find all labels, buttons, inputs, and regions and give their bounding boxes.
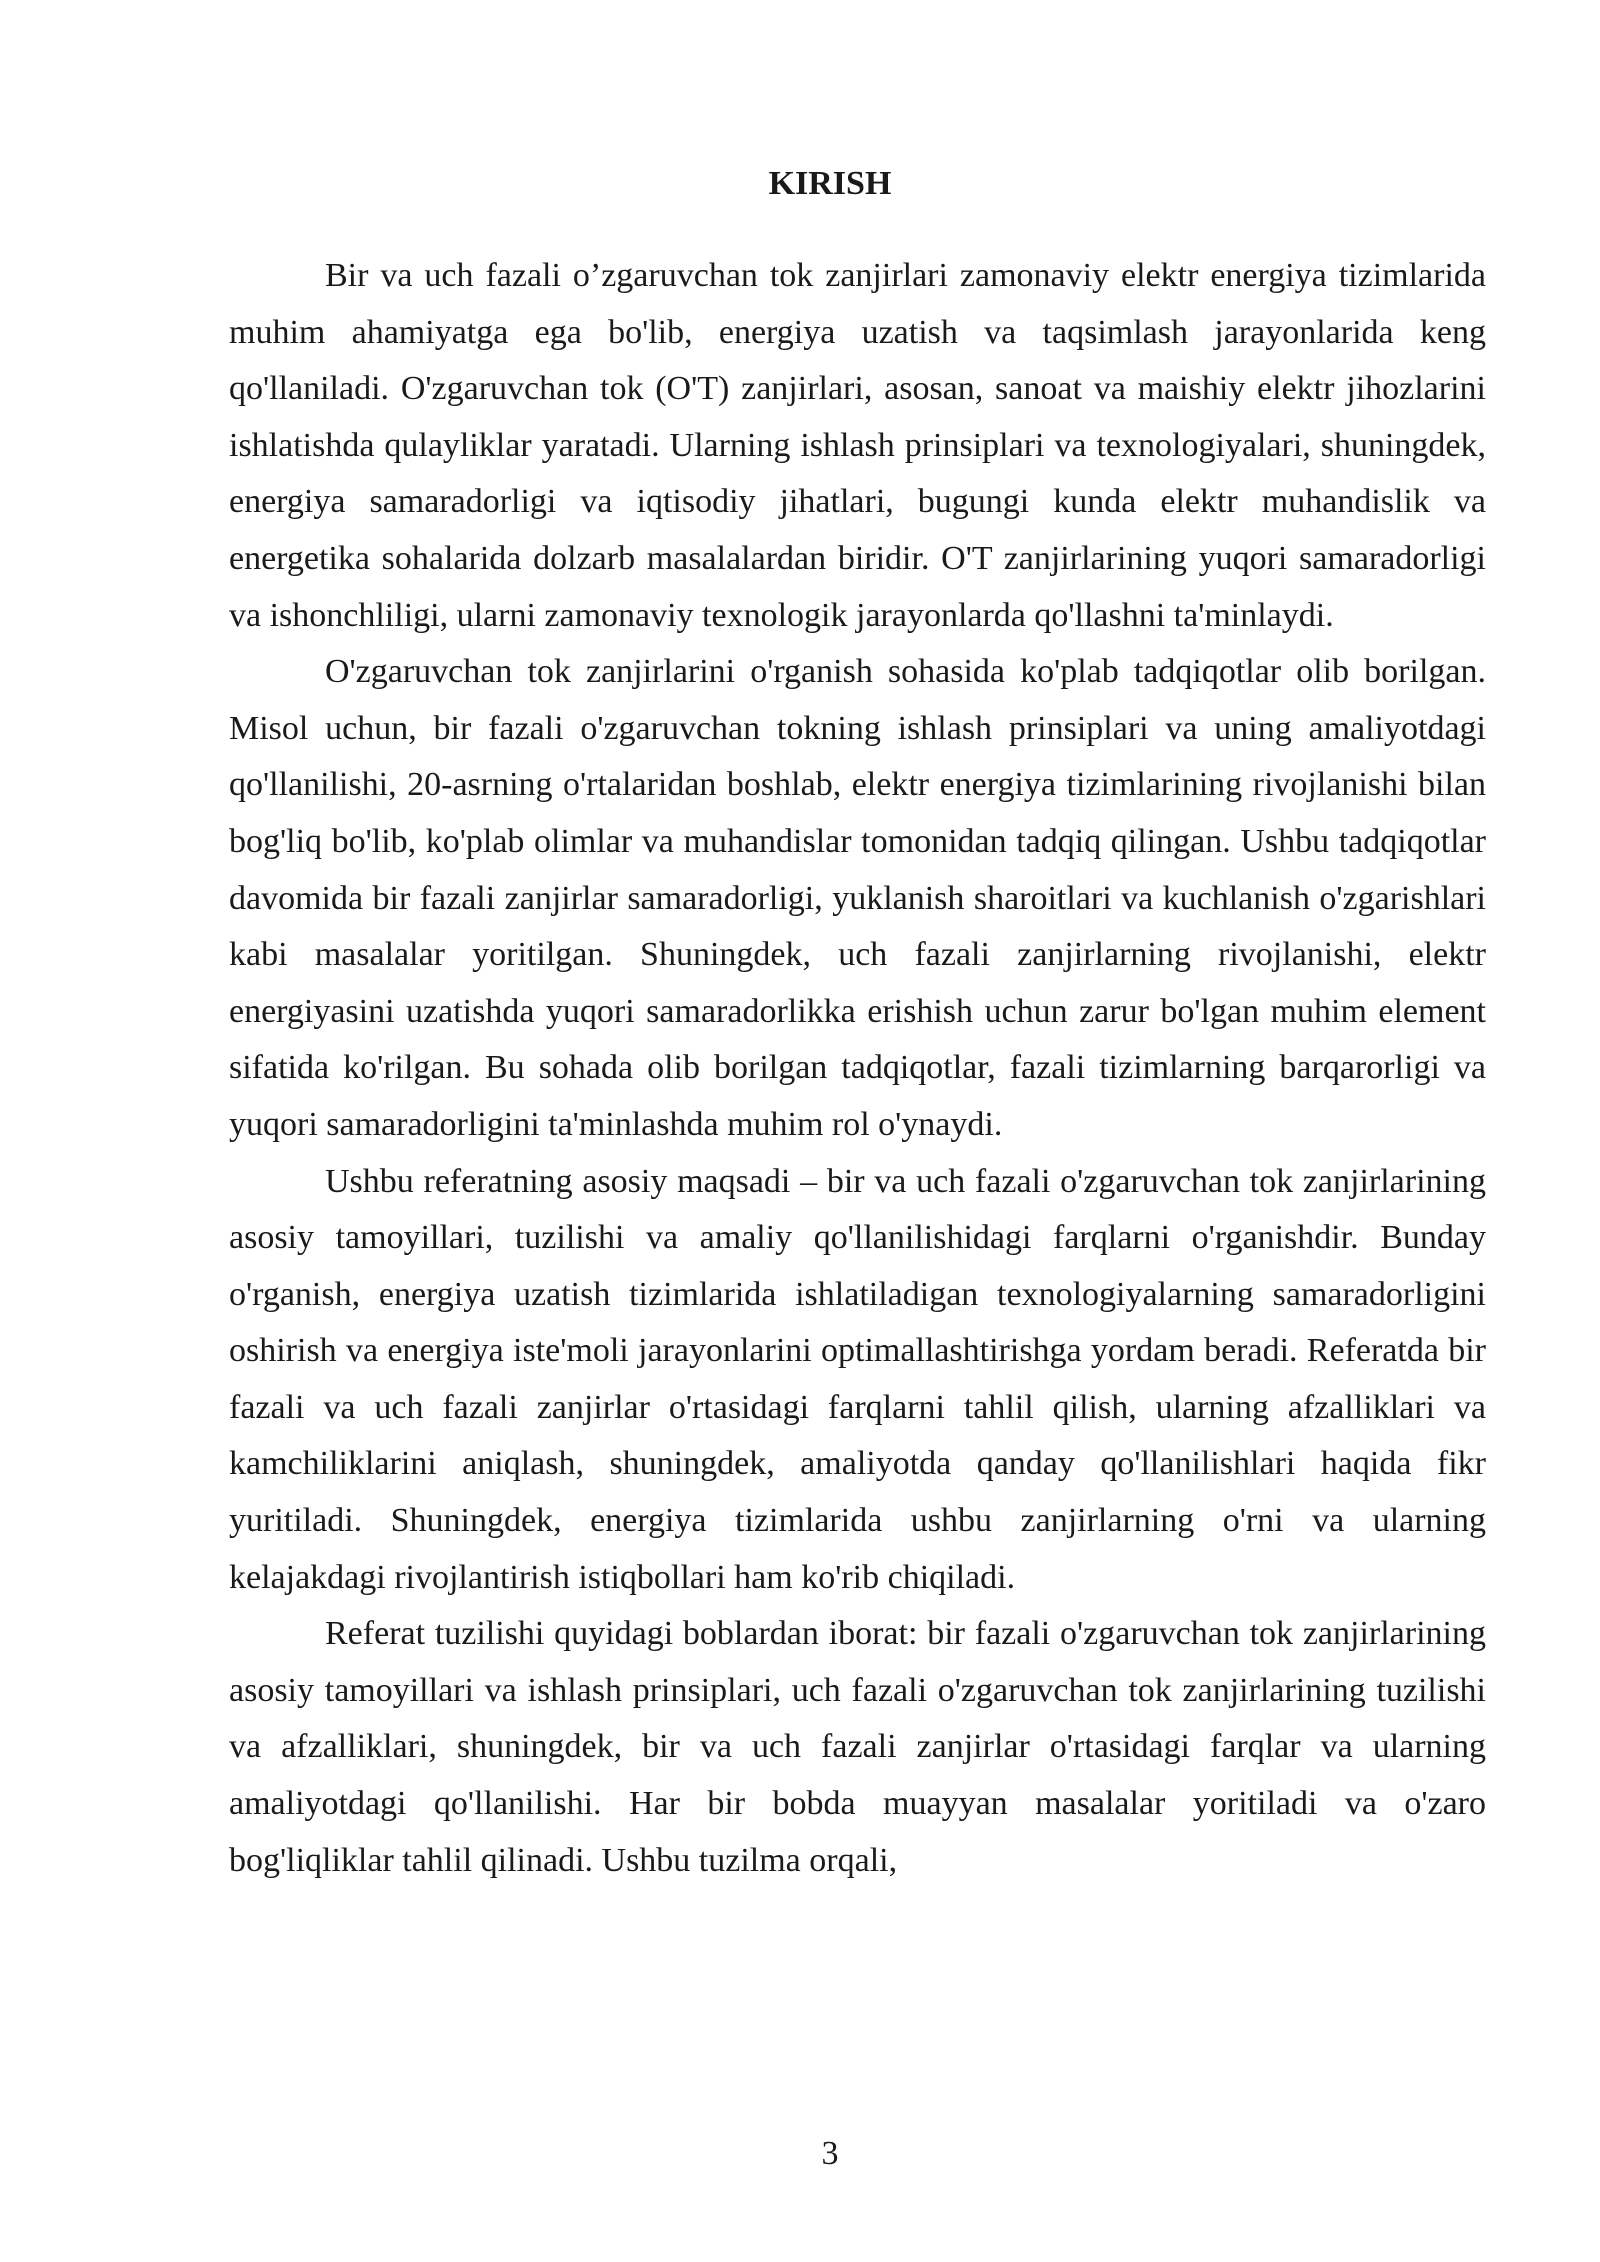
paragraph-1: Bir va uch fazali o’zgaruvchan tok zanjirlari zamonaviy elektr energiya tizimlarida muhim ahamiyatga ega bo'lib, energiya uzatish va taqsimlash jarayonlarida keng qo'llaniladi. O'zgaruvchan tok (O'T) zanjirlari, asosan, sanoat va maishiy elektr jihozlarini ishlatishda qulayliklar yaratadi. Ularning ishlash prinsiplari va texnologiyalari, shuningdek, energiya samaradorligi va iqtisodiy jihatlari, bugungi kunda elektr muhandislik va energetika sohalarida dolzarb masalalardan biridir. O'T zanjirlarining yuqori samaradorligi va ishonchliligi, ularni zamonaviy texnologik jarayonlarda qo'llashni ta'minlaydi.	[229, 257, 1486, 634]
page-number: 3	[821, 2135, 839, 2172]
paragraph-2: O'zgaruvchan tok zanjirlarini o'rganish sohasida ko'plab tadqiqotlar olib borilgan. Misol uchun, bir fazali o'zgaruvchan tokning ishlash prinsiplari va uning amaliyotdagi qo'llanilishi, 20-asrning o'rtalaridan boshlab, elektr energiya tizimlarining rivojlanishi bilan bog'liq bo'lib, ko'plab olimlar va muhandislar tomonidan tadqiq qilingan. Ushbu tadqiqotlar davomida bir fazali zanjirlar samaradorligi, yuklanish sharoitlari va kuchlanish o'zgarishlari kabi masalalar yoritilgan. Shuningdek, uch fazali zanjirlarning rivojlanishi, elektr energiyasini uzatishda yuqori samaradorlikka erishish uchun zarur bo'lgan muhim element sifatida ko'rilgan. Bu sohada olib borilgan tadqiqotlar, fazali tizimlarning barqarorligi va yuqori samaradorligini ta'minlashda muhim rol o'ynaydi.	[229, 653, 1486, 1143]
body-text	[229, 248, 1486, 1889]
paragraph-4: Referat tuzilishi quyidagi boblardan iborat: bir fazali o'zgaruvchan tok zanjirlarining asosiy tamoyillari va ishlash prinsiplari, uch fazali o'zgaruvchan tok zanjirlarining tuzilishi va afzalliklari, shuningdek, bir va uch fazali zanjirlar o'rtasidagi farqlar va ularning amaliyotdagi qo'llanilishi. Har bir bobda muayyan masalalar yoritiladi va o'zaro bog'liqliklar tahlil qilinadi. Ushbu tuzilma orqali,	[229, 1615, 1486, 1879]
section-heading: KIRISH	[768, 165, 892, 202]
paragraph-3: Ushbu referatning asosiy maqsadi – bir va uch fazali o'zgaruvchan tok zanjirlarining asosiy tamoyillari, tuzilishi va amaliy qo'llanilishidagi farqlarni o'rganishdir. Bunday o'rganish, energiya uzatish tizimlarida ishlatiladigan texnologiyalarning samaradorligini oshirish va energiya iste'moli jarayonlarini optimallashtirishga yordam beradi. Referatda bir fazali va uch fazali zanjirlar o'rtasidagi farqlarni tahlil qilish, ularning afzalliklari va kamchiliklarini aniqlash, shuningdek, amaliyotda qanday qo'llanilishlari haqida fikr yuritiladi. Shuningdek, energiya tizimlarida ushbu zanjirlarning o'rni va ularning kelajakdagi rivojlantirish istiqbollari ham ko'rib chiqiladi.	[229, 1162, 1486, 1596]
